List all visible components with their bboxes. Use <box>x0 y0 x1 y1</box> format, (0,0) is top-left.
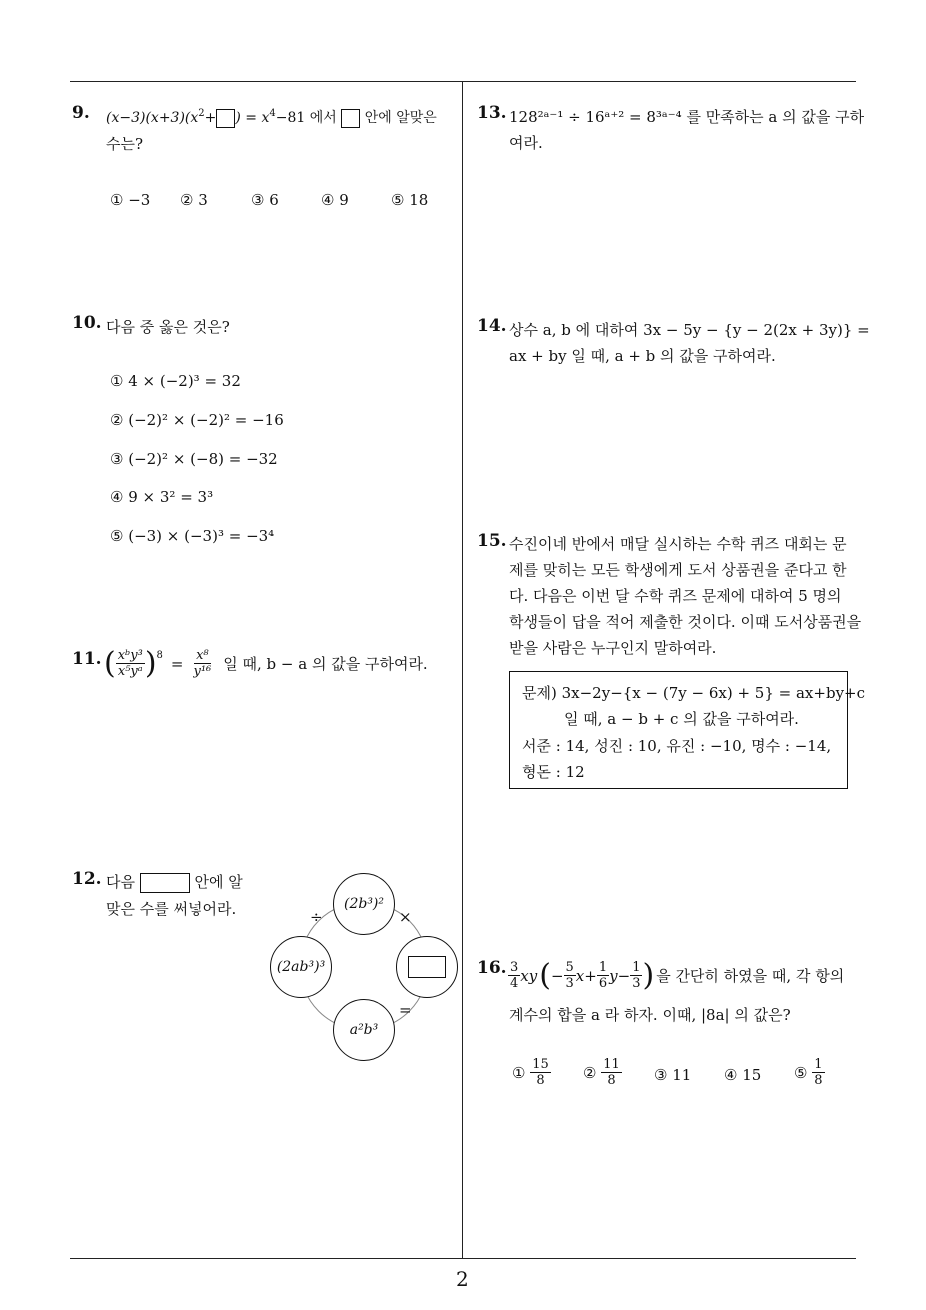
question-number: 15. <box>477 531 507 551</box>
choice[interactable]: ③ 6 <box>251 191 279 209</box>
choice[interactable]: ④ 15 <box>724 1066 762 1084</box>
top-rule <box>70 81 856 82</box>
circle-left: (2ab³)³ <box>270 936 332 998</box>
choice[interactable]: ⑤ $\frac{1}{8}$ <box>794 1057 823 1088</box>
question-number: 9. <box>72 103 90 123</box>
question-number: 12. <box>72 869 102 889</box>
multiply-operator: × <box>399 908 412 926</box>
quiz-line: 일 때, a − b + c 의 값을 구하여라. <box>564 710 799 728</box>
q9-text: 수는? <box>106 135 144 153</box>
answer-box <box>216 109 235 128</box>
divide-operator: ÷ <box>310 908 323 926</box>
q13-text: 128²ᵃ⁻¹ ÷ 16ᵃ⁺² = 8³ᵃ⁻⁴ 를 만족하는 a 의 값을 구하 <box>509 108 865 126</box>
circle-bottom: a²b³ <box>333 999 395 1061</box>
q16-equation: $\frac{3}{4}$ xy ( − $\frac{5}{3}$ x + $\frac{1}{6}$ y − $\frac{1}{3}$ ) 을 간단히 하였을 때, 각 항의 <box>510 957 845 993</box>
question-number: 13. <box>477 103 507 123</box>
equals-operator: = <box>399 1001 412 1019</box>
q14-text: ax + by 일 때, a + b 의 값을 구하여라. <box>509 347 776 365</box>
choice[interactable]: ① −3 <box>110 191 151 209</box>
choice[interactable]: ③ (−2)² × (−8) = −32 <box>110 450 278 468</box>
answer-box <box>408 956 446 978</box>
quiz-box <box>509 671 866 789</box>
quiz-line: 문제) 3x−2y−{x − (7y − 6x) + 5} = ax+by+c <box>522 684 866 702</box>
circle-right <box>396 936 458 998</box>
q9-equation: $(x-3)(x+3)(x^2+$ ) = $x^4-81$ 에서 안에 알맞은 <box>106 108 437 126</box>
q15-text: 수진이네 반에서 매달 실시하는 수학 퀴즈 대회는 문 <box>509 535 847 553</box>
choice[interactable]: ⑤ 18 <box>391 191 429 209</box>
quiz-line: 서준 : 14, 성진 : 10, 유진 : −10, 명수 : −14, <box>522 737 832 755</box>
q15-text: 받을 사람은 누구인지 말하여라. <box>509 639 717 657</box>
choice[interactable]: ① 4 × (−2)³ = 32 <box>110 372 241 390</box>
choice[interactable]: ④ 9 × 3² = 3³ <box>110 488 214 506</box>
question-number: 11. <box>72 649 102 669</box>
question-number: 16. <box>477 958 507 978</box>
choice[interactable]: ① $\frac{15}{8}$ <box>512 1057 549 1088</box>
choice[interactable]: ② $\frac{11}{8}$ <box>583 1057 620 1088</box>
q12-text: 다음 안에 알 <box>106 873 243 891</box>
q12-text: 맞은 수를 써넣어라. <box>106 900 237 918</box>
question-number: 14. <box>477 316 507 336</box>
q15-text: 제를 맞히는 모든 학생에게 도서 상품권을 준다고 한 <box>509 561 847 579</box>
q11-equation: ( $\frac{\text{xᵇy³}}{\text{x⁵yᵃ}}$ ) 8 = $\frac{\text{x⁸}}{\text{y¹⁶}}$ 일 때, b − a 의 값을 구하여라. <box>104 645 428 681</box>
q10-text: 다음 중 옳은 것은? <box>106 318 230 336</box>
bottom-rule <box>70 1258 856 1259</box>
choice[interactable]: ② (−2)² × (−2)² = −16 <box>110 411 284 429</box>
choice[interactable]: ② 3 <box>180 191 208 209</box>
choice[interactable]: ④ 9 <box>321 191 349 209</box>
answer-box <box>140 873 190 893</box>
choice[interactable]: ⑤ (−3) × (−3)³ = −3⁴ <box>110 527 275 545</box>
q16-text: 계수의 합을 a 라 하자. 이때, |8a| 의 값은? <box>509 1006 791 1024</box>
column-divider <box>462 81 463 1259</box>
circle-top: (2b³)² <box>333 873 395 935</box>
answer-box <box>341 109 360 128</box>
page-number: 2 <box>456 1267 469 1291</box>
quiz-line: 형돈 : 12 <box>522 763 585 781</box>
q13-text: 여라. <box>509 134 543 152</box>
q11-text: 일 때, b − a 의 값을 구하여라. <box>223 655 428 673</box>
q14-text: 상수 a, b 에 대하여 3x − 5y − {y − 2(2x + 3y)} = <box>509 321 870 339</box>
q15-text: 학생들이 답을 적어 제출한 것이다. 이때 도서상품권을 <box>509 613 862 631</box>
q15-text: 다. 다음은 이번 달 수학 퀴즈 문제에 대하여 5 명의 <box>509 587 842 605</box>
question-number: 10. <box>72 313 102 333</box>
choice[interactable]: ③ 11 <box>654 1066 692 1084</box>
q16-text: 을 간단히 하였을 때, 각 항의 <box>656 967 845 985</box>
